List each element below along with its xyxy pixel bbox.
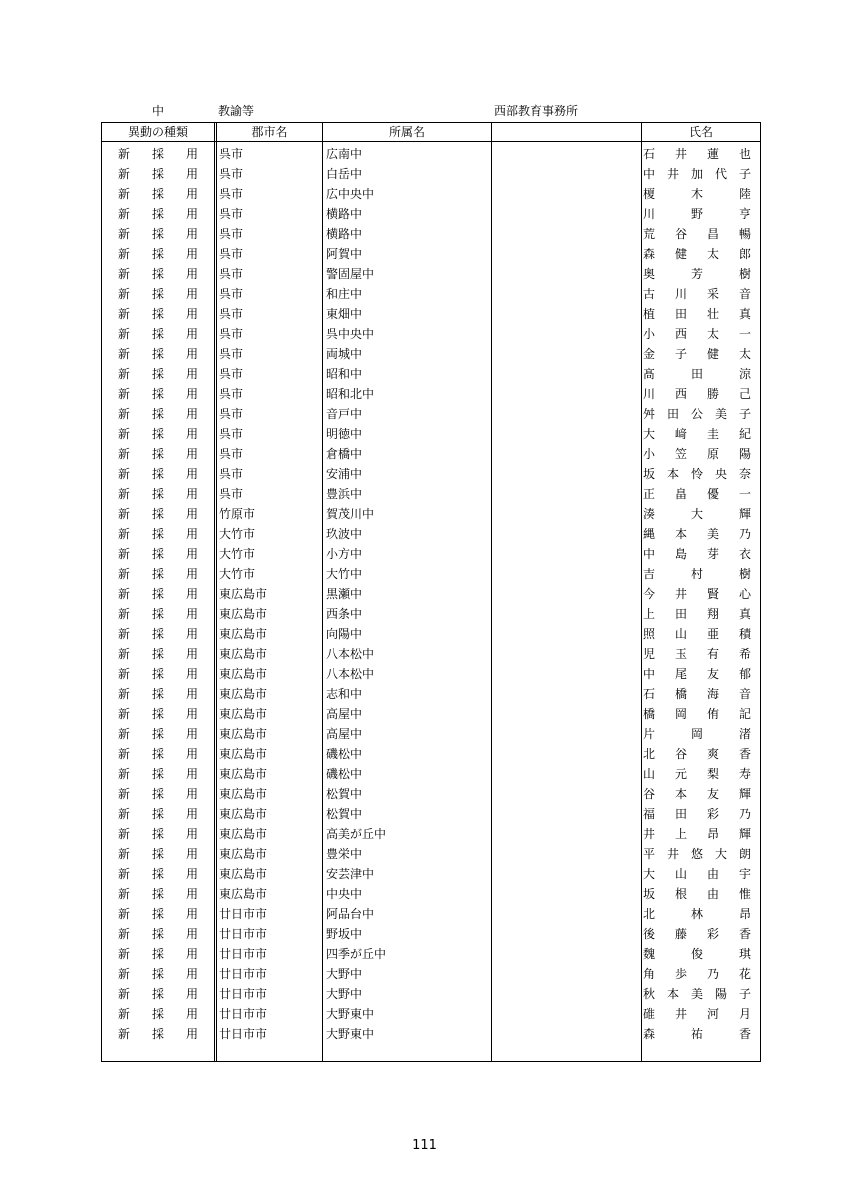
table-row [102, 924, 760, 944]
table-row [102, 404, 760, 424]
row-school: 豊浜中 [326, 487, 363, 501]
table-row [102, 664, 760, 684]
row-name: 坂 根 由 惟 [643, 887, 751, 901]
row-city: 呉市 [219, 447, 244, 461]
table-row [102, 1004, 760, 1024]
row-type: 新採用 [118, 307, 221, 321]
row-name: 谷 本 友 輝 [643, 787, 751, 801]
table-row [102, 684, 760, 704]
row-name: 中 井 加 代 子 [643, 167, 751, 181]
row-type: 新採用 [118, 767, 221, 781]
row-name: 小 笠 原 陽 [643, 447, 751, 461]
table-row [102, 144, 760, 164]
row-type: 新採用 [118, 287, 221, 301]
header-office: 西部教育事務所 [494, 104, 579, 118]
row-type: 新採用 [118, 267, 221, 281]
row-city: 呉市 [219, 287, 244, 301]
row-school: 白岳中 [326, 167, 363, 181]
row-name: 橋 岡 侑 記 [643, 707, 751, 721]
row-type: 新採用 [118, 1027, 221, 1041]
row-city: 東広島市 [219, 607, 268, 621]
row-school: 倉橋中 [326, 447, 363, 461]
row-type: 新採用 [118, 867, 221, 881]
row-name: 上 田 翔 真 [643, 607, 751, 621]
row-school: 賀茂川中 [326, 507, 375, 521]
row-type: 新採用 [118, 467, 221, 481]
row-school: 和庄中 [326, 287, 363, 301]
row-city: 東広島市 [219, 887, 268, 901]
row-name: 湊 大 輝 [643, 507, 751, 521]
row-city: 廿日市市 [219, 987, 268, 1001]
row-type: 新採用 [118, 527, 221, 541]
row-city: 呉市 [219, 187, 244, 201]
row-school: 小方中 [326, 547, 363, 561]
row-city: 大竹市 [219, 567, 256, 581]
row-school: 昭和中 [326, 367, 363, 381]
row-city: 東広島市 [219, 847, 268, 861]
row-city: 呉市 [219, 247, 244, 261]
row-type: 新採用 [118, 707, 221, 721]
row-school: 大野中 [326, 987, 363, 1001]
row-city: 廿日市市 [219, 1027, 268, 1041]
row-school: 八本松中 [326, 647, 375, 661]
row-city: 呉市 [219, 167, 244, 181]
row-city: 東広島市 [219, 627, 268, 641]
table-row [102, 804, 760, 824]
row-type: 新採用 [118, 487, 221, 501]
row-name: 石 井 蓮 也 [643, 147, 751, 161]
row-type: 新採用 [118, 507, 221, 521]
row-name: 角 歩 乃 花 [643, 967, 751, 981]
row-city: 東広島市 [219, 747, 268, 761]
row-name: 古 川 采 音 [643, 287, 751, 301]
row-city: 呉市 [219, 307, 244, 321]
table-row [102, 944, 760, 964]
table-row [102, 464, 760, 484]
header-level: 中 [152, 104, 165, 118]
row-type: 新採用 [118, 387, 221, 401]
col-header-type: 異動の種類 [127, 125, 188, 139]
row-city: 東広島市 [219, 867, 268, 881]
row-city: 呉市 [219, 487, 244, 501]
row-name: 小 西 太 一 [643, 327, 751, 341]
table-row [102, 424, 760, 444]
row-city: 呉市 [219, 227, 244, 241]
row-school: 広中央中 [326, 187, 375, 201]
table-row [102, 604, 760, 624]
row-city: 東広島市 [219, 807, 268, 821]
table-row [102, 964, 760, 984]
table-row [102, 284, 760, 304]
row-school: 西条中 [326, 607, 363, 621]
row-school: 志和中 [326, 687, 363, 701]
row-school: 警固屋中 [326, 267, 375, 281]
row-city: 呉市 [219, 407, 244, 421]
row-type: 新採用 [118, 687, 221, 701]
table-row [102, 264, 760, 284]
row-school: 大野中 [326, 967, 363, 981]
table-row [102, 904, 760, 924]
col-header-school: 所属名 [388, 125, 425, 139]
row-school: 安浦中 [326, 467, 363, 481]
row-school: 玖波中 [326, 527, 363, 541]
row-name: 児 玉 有 希 [643, 647, 751, 661]
row-school: 横路中 [326, 207, 363, 221]
row-school: 松賀中 [326, 787, 363, 801]
row-type: 新採用 [118, 147, 221, 161]
row-name: 大 山 由 宇 [643, 867, 751, 881]
table-row [102, 384, 760, 404]
row-name: 森 健 太 郎 [643, 247, 751, 261]
row-type: 新採用 [118, 927, 221, 941]
row-school: 黒瀬中 [326, 587, 363, 601]
row-school: 阿品台中 [326, 907, 375, 921]
row-name: 吉 村 樹 [643, 567, 751, 581]
row-type: 新採用 [118, 447, 221, 461]
row-type: 新採用 [118, 947, 221, 961]
row-school: 明徳中 [326, 427, 363, 441]
row-type: 新採用 [118, 587, 221, 601]
row-school: 向陽中 [326, 627, 363, 641]
table-row [102, 504, 760, 524]
row-school: 安芸津中 [326, 867, 375, 881]
row-name: 坂 本 怜 央 奈 [643, 467, 751, 481]
row-type: 新採用 [118, 567, 221, 581]
row-city: 呉市 [219, 367, 244, 381]
table-row [102, 224, 760, 244]
row-name: 秋 本 美 陽 子 [643, 987, 751, 1001]
row-school: 音戸中 [326, 407, 363, 421]
table-body [102, 144, 760, 1044]
row-name: 片 岡 渚 [643, 727, 751, 741]
row-type: 新採用 [118, 907, 221, 921]
row-type: 新採用 [118, 247, 221, 261]
row-city: 呉市 [219, 347, 244, 361]
personnel-table [101, 122, 761, 1062]
row-type: 新採用 [118, 547, 221, 561]
row-type: 新採用 [118, 187, 221, 201]
row-type: 新採用 [118, 1007, 221, 1021]
row-city: 大竹市 [219, 547, 256, 561]
row-type: 新採用 [118, 847, 221, 861]
table-row [102, 884, 760, 904]
row-school: 大野東中 [326, 1027, 375, 1041]
row-city: 東広島市 [219, 667, 268, 681]
row-city: 廿日市市 [219, 967, 268, 981]
row-name: 荒 谷 昌 暢 [643, 227, 751, 241]
row-type: 新採用 [118, 667, 221, 681]
row-name: 正 畠 優 一 [643, 487, 751, 501]
table-row [102, 704, 760, 724]
table-row [102, 164, 760, 184]
row-type: 新採用 [118, 747, 221, 761]
row-city: 東広島市 [219, 707, 268, 721]
table-row [102, 824, 760, 844]
table-row [102, 1024, 760, 1044]
table-row [102, 364, 760, 384]
row-type: 新採用 [118, 647, 221, 661]
row-name: 植 田 壮 真 [643, 307, 751, 321]
row-school: 広南中 [326, 147, 363, 161]
row-school: 中央中 [326, 887, 363, 901]
row-name: 北 谷 爽 香 [643, 747, 751, 761]
row-city: 東広島市 [219, 767, 268, 781]
row-school: 四季が丘中 [326, 947, 387, 961]
row-name: 舛 田 公 美 子 [643, 407, 751, 421]
row-school: 豊栄中 [326, 847, 363, 861]
table-row [102, 324, 760, 344]
col-header-city: 郡市名 [251, 125, 288, 139]
row-name: 縄 本 美 乃 [643, 527, 751, 541]
row-name: 山 元 梨 寿 [643, 767, 751, 781]
table-row [102, 444, 760, 464]
row-city: 廿日市市 [219, 927, 268, 941]
row-school: 横路中 [326, 227, 363, 241]
row-school: 八本松中 [326, 667, 375, 681]
row-type: 新採用 [118, 727, 221, 741]
row-city: 東広島市 [219, 647, 268, 661]
table-row [102, 484, 760, 504]
table-row [102, 204, 760, 224]
row-type: 新採用 [118, 627, 221, 641]
row-name: 中 島 芽 衣 [643, 547, 751, 561]
row-type: 新採用 [118, 807, 221, 821]
row-type: 新採用 [118, 427, 221, 441]
row-name: 榎 木 陸 [643, 187, 751, 201]
row-city: 東広島市 [219, 727, 268, 741]
page-number: 111 [412, 1138, 437, 1153]
row-city: 廿日市市 [219, 1007, 268, 1021]
row-type: 新採用 [118, 967, 221, 981]
header-category: 教諭等 [218, 104, 255, 118]
row-name: 金 子 健 太 [643, 347, 751, 361]
table-row [102, 184, 760, 204]
table-row [102, 344, 760, 364]
row-city: 呉市 [219, 467, 244, 481]
row-school: 松賀中 [326, 807, 363, 821]
table-row [102, 864, 760, 884]
row-school: 大竹中 [326, 567, 363, 581]
row-city: 呉市 [219, 427, 244, 441]
table-row [102, 584, 760, 604]
row-city: 呉市 [219, 387, 244, 401]
row-school: 野坂中 [326, 927, 363, 941]
row-school: 磯松中 [326, 747, 363, 761]
row-name: 川 野 亨 [643, 207, 751, 221]
row-type: 新採用 [118, 987, 221, 1001]
header-divider [102, 141, 760, 142]
row-school: 大野東中 [326, 1007, 375, 1021]
table-row [102, 744, 760, 764]
row-name: 後 藤 彩 香 [643, 927, 751, 941]
table-row [102, 624, 760, 644]
row-city: 呉市 [219, 207, 244, 221]
row-school: 昭和北中 [326, 387, 375, 401]
row-city: 廿日市市 [219, 907, 268, 921]
row-school: 東畑中 [326, 307, 363, 321]
row-school: 呉中央中 [326, 327, 375, 341]
row-type: 新採用 [118, 827, 221, 841]
row-name: 川 西 勝 己 [643, 387, 751, 401]
row-city: 東広島市 [219, 787, 268, 801]
row-type: 新採用 [118, 607, 221, 621]
row-city: 東広島市 [219, 587, 268, 601]
row-city: 東広島市 [219, 827, 268, 841]
row-city: 呉市 [219, 327, 244, 341]
table-row [102, 524, 760, 544]
row-name: 福 田 彩 乃 [643, 807, 751, 821]
table-row [102, 984, 760, 1004]
row-city: 廿日市市 [219, 947, 268, 961]
row-name: 北 林 昂 [643, 907, 751, 921]
row-type: 新採用 [118, 787, 221, 801]
row-school: 両城中 [326, 347, 363, 361]
col-header-blank [492, 123, 641, 141]
table-row [102, 544, 760, 564]
row-type: 新採用 [118, 347, 221, 361]
row-city: 竹原市 [219, 507, 256, 521]
row-name: 大 﨑 圭 紀 [643, 427, 751, 441]
table-row [102, 764, 760, 784]
row-name: 照 山 亜 積 [643, 627, 751, 641]
row-name: 今 井 賢 心 [643, 587, 751, 601]
row-city: 呉市 [219, 147, 244, 161]
row-type: 新採用 [118, 207, 221, 221]
row-type: 新採用 [118, 407, 221, 421]
table-row [102, 304, 760, 324]
table-row [102, 844, 760, 864]
row-school: 高美が丘中 [326, 827, 387, 841]
row-name: 平 井 悠 大 朗 [643, 847, 751, 861]
table-row [102, 784, 760, 804]
row-name: 碓 井 河 月 [643, 1007, 751, 1021]
row-city: 大竹市 [219, 527, 256, 541]
row-name: 中 尾 友 郁 [643, 667, 751, 681]
row-name: 森 祐 香 [643, 1027, 751, 1041]
row-name: 髙 田 涼 [643, 367, 751, 381]
row-school: 磯松中 [326, 767, 363, 781]
row-name: 石 橋 海 音 [643, 687, 751, 701]
row-city: 呉市 [219, 267, 244, 281]
row-type: 新採用 [118, 327, 221, 341]
table-row [102, 644, 760, 664]
table-row [102, 724, 760, 744]
row-name: 魏 俊 琪 [643, 947, 751, 961]
row-type: 新採用 [118, 367, 221, 381]
row-city: 東広島市 [219, 687, 268, 701]
row-name: 奥 芳 樹 [643, 267, 751, 281]
col-header-name: 氏名 [688, 125, 713, 139]
table-row [102, 244, 760, 264]
row-school: 高屋中 [326, 707, 363, 721]
row-type: 新採用 [118, 227, 221, 241]
row-type: 新採用 [118, 887, 221, 901]
row-type: 新採用 [118, 167, 221, 181]
row-name: 井 上 昂 輝 [643, 827, 751, 841]
table-row [102, 564, 760, 584]
row-school: 高屋中 [326, 727, 363, 741]
row-school: 阿賀中 [326, 247, 363, 261]
